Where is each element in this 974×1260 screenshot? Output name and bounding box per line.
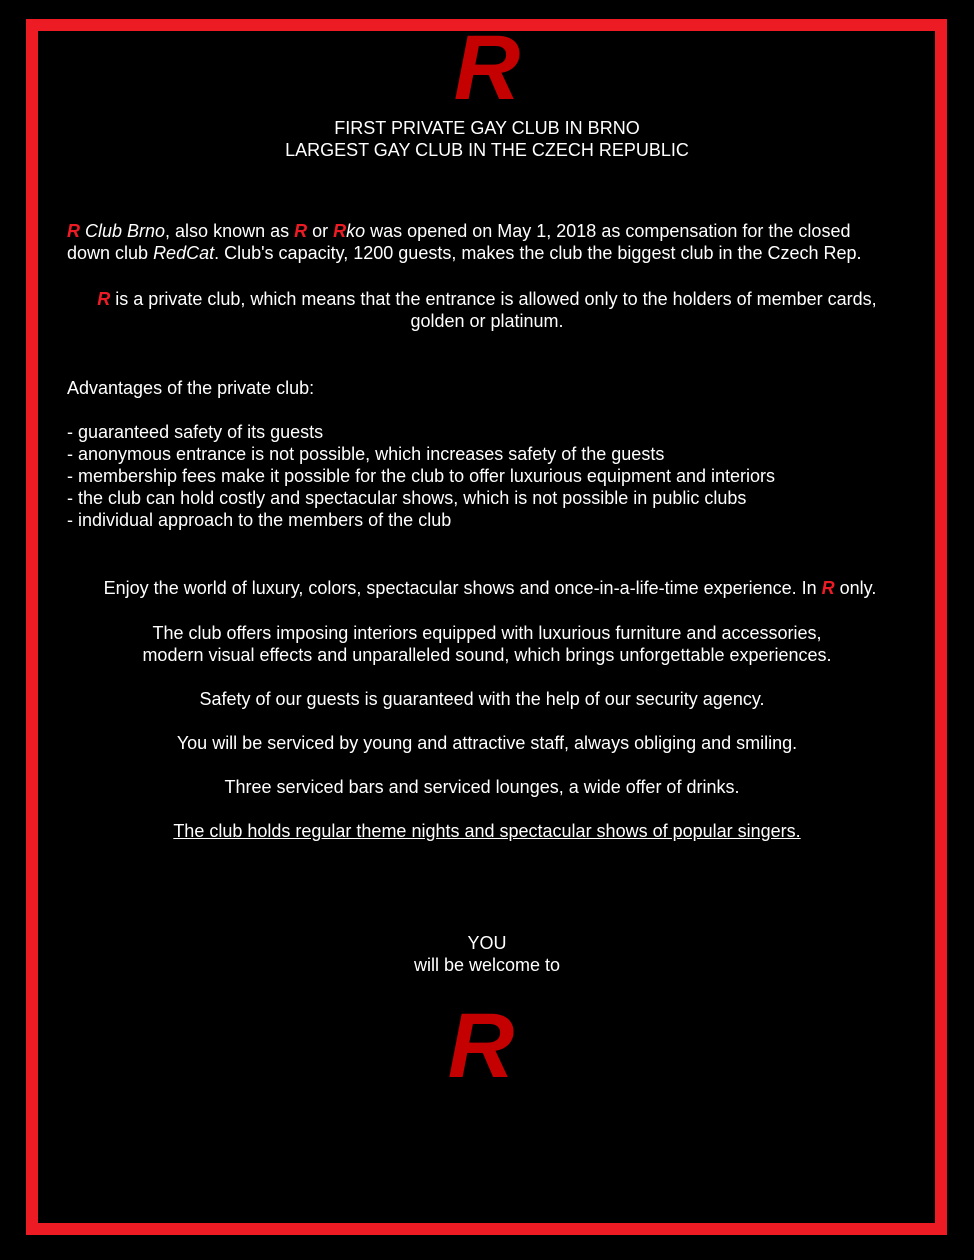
enjoy-paragraph bbox=[40, 577, 940, 599]
r-mark: R bbox=[67, 221, 80, 241]
bars-paragraph: Three serviced bars and serviced lounges, a wide offer of drinks. bbox=[224, 777, 740, 797]
intro-text-b: or bbox=[307, 221, 334, 241]
advantages-heading: Advantages of the private club: bbox=[67, 378, 315, 398]
r-mark: R bbox=[294, 221, 308, 241]
safety-paragraph: Safety of our guests is guaranteed with the help of our security agency. bbox=[199, 689, 765, 709]
list-item: - individual approach to the members of the club bbox=[67, 510, 452, 530]
list-item: - anonymous entrance is not possible, which increases safety of the guests bbox=[67, 444, 665, 464]
staff-paragraph: You will be serviced by young and attractive staff, always obliging and smiling. bbox=[176, 733, 798, 753]
offers-line-1: The club offers imposing interiors equipped with luxurious furniture and accessories, bbox=[152, 623, 822, 643]
headline-line-1: FIRST PRIVATE GAY CLUB IN BRNO bbox=[334, 118, 640, 138]
enjoy-text-a: Enjoy the world of luxury, colors, spectacular shows and once-in-a-life-time experience. In bbox=[103, 578, 822, 598]
intro-line2-b: . Club's capacity, 1200 guests, makes the club the biggest club in the Czech Rep. bbox=[214, 243, 862, 263]
redcat-text: RedCat bbox=[153, 243, 215, 263]
welcome-block bbox=[40, 932, 934, 976]
club-name-text: Club Brno bbox=[80, 221, 166, 241]
private-text-1: is a private club, which means that the entrance is allowed only to the holders of member cards, bbox=[110, 289, 877, 309]
page-headline bbox=[0, 117, 974, 161]
intro-line-2 bbox=[67, 242, 927, 264]
r-mark: R bbox=[97, 289, 111, 309]
list-item: - the club can hold costly and spectacular shows, which is not possible in public clubs bbox=[67, 488, 747, 508]
welcome-line-2: will be welcome to bbox=[413, 955, 561, 975]
offers-paragraph bbox=[40, 622, 934, 666]
theme-nights-paragraph bbox=[40, 820, 934, 842]
private-club-paragraph bbox=[40, 288, 934, 332]
intro-line2-a: down club bbox=[67, 243, 154, 263]
intro-paragraph bbox=[67, 220, 927, 264]
offers-line-2: modern visual effects and unparalleled sound, which brings unforgettable experiences. bbox=[142, 645, 832, 665]
private-line-1 bbox=[40, 288, 934, 310]
welcome-you: YOU bbox=[467, 933, 507, 953]
r-mark: R bbox=[821, 578, 835, 598]
intro-line-1 bbox=[67, 220, 927, 242]
theme-nights-link[interactable]: The club holds regular theme nights and spectacular shows of popular singers. bbox=[173, 821, 801, 841]
headline-line-2: LARGEST GAY CLUB IN THE CZECH REPUBLIC bbox=[285, 140, 689, 160]
r-logo-top: R bbox=[453, 17, 521, 119]
intro-text-c: was opened on May 1, 2018 as compensation for the closed bbox=[365, 221, 851, 241]
list-item: - membership fees make it possible for the club to offer luxurious equipment and interiors bbox=[67, 466, 776, 486]
private-line-2: golden or platinum. bbox=[410, 311, 564, 331]
rko-text: ko bbox=[346, 221, 366, 241]
r-logo-bottom: R bbox=[447, 995, 515, 1097]
intro-text-a: , also known as bbox=[165, 221, 295, 241]
list-item: - guaranteed safety of its guests bbox=[67, 422, 324, 442]
r-mark: R bbox=[333, 221, 347, 241]
enjoy-text-b: only. bbox=[834, 578, 877, 598]
advantages-list bbox=[67, 421, 927, 531]
